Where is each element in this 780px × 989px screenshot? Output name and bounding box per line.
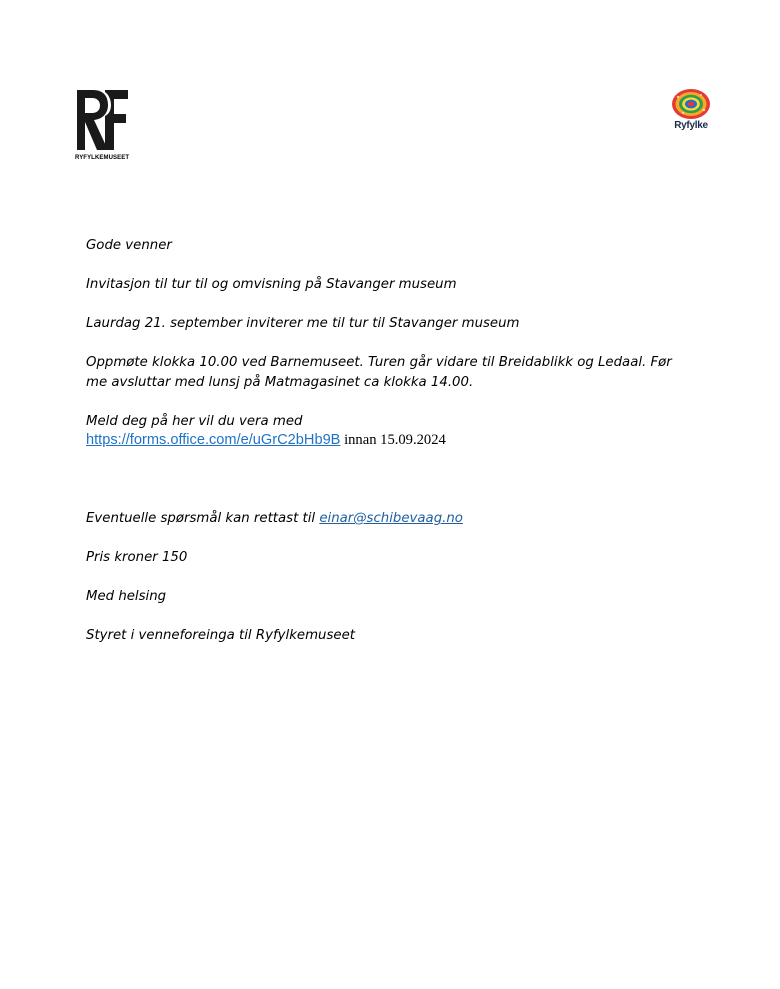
rf-monogram-icon <box>75 88 129 152</box>
signup-line: Meld deg på her vil du vera med <box>86 413 303 429</box>
signature-line: Styret i venneforeinga til Ryfylkemuseet <box>86 628 355 643</box>
price-line: Pris kroner 150 <box>86 550 188 565</box>
questions-line <box>86 509 696 529</box>
letter-body <box>86 236 696 665</box>
logo-caption: RYFYLKEMUSEET <box>75 155 130 161</box>
greeting: Gode venner <box>86 238 172 253</box>
signup-deadline: innan 15.09.2024 <box>340 432 446 448</box>
ryfylkemuseet-logo <box>75 88 131 161</box>
ryfylke-swirl-icon <box>671 88 711 120</box>
email-link[interactable]: einar@schibevaag.no <box>319 511 463 526</box>
meeting-paragraph: Oppmøte klokka 10.00 ved Barnemuseet. Turen går vidare til Breidablikk og Ledaal. Før me avsluttar med lunsj på Matmagasinet ca klokka 14.00. <box>86 355 672 390</box>
form-link-line <box>86 431 696 451</box>
form-link[interactable]: https://forms.office.com/e/uGrC2bHb9B <box>86 432 341 448</box>
date-line: Laurdag 21. september inviterer me til tur til Stavanger museum <box>86 316 520 331</box>
logo-caption: Ryfylke <box>674 120 708 131</box>
questions-text: Eventuelle spørsmål kan rettast til <box>86 511 320 526</box>
ryfylke-logo <box>668 88 714 131</box>
closing-line: Med helsing <box>86 589 167 604</box>
subject-line: Invitasjon til tur til og omvisning på Stavanger museum <box>86 277 457 292</box>
spacer <box>86 470 696 509</box>
